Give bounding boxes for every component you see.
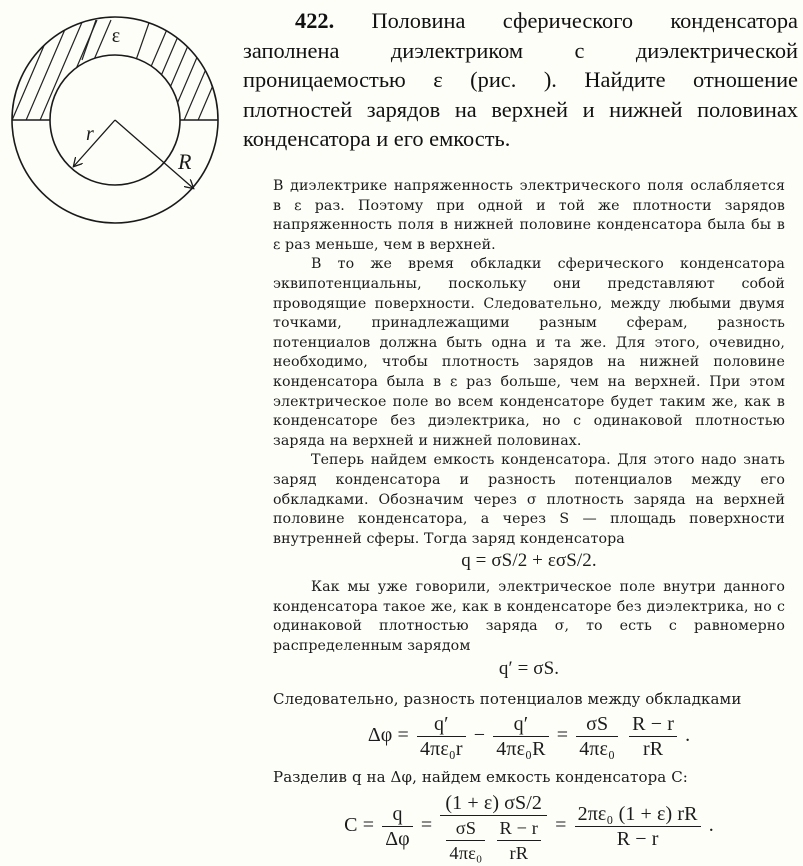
eq4-fraction-3: $\frac{\text{2πε₀ (1 + ε) rR}}{R - r}$ (575, 803, 701, 850)
solution-paragraph-2: В то же время обкладки сферического конденсатора эквипотенциальны, поскольку они представляют собой проводящие поверхности. Следовательно, между любыми двумя точками, принадлежащими разным сферам, разность потенциалов должна быть одна и та же. Для этого, очевидно, необходимо, чтобы плотность зарядов на нижней половине конденсатора была в ε раз больше, чем на верхней. При этом электрическое поле во всем конденсаторе будет таким же, как в конденсаторе без диэлектрика, но с одинаковой плотностью заряда на верхней и нижней половинах. (273, 256, 785, 449)
solution-paragraph-5: Следовательно, разность потенциалов между обкладками (273, 689, 742, 708)
outer-radius-label: R (178, 149, 192, 174)
equation-capacitance: C = $\frac{q}{\Delta\varphi}$ = (1 + ε) σS/2 $\frac{\sigma S}{\text{4πε₀}}$ $\frac{R - r}{rR}$ = $\frac{\text{2πε₀ (1 + ε) rR}}{R - r}$ . (344, 791, 714, 863)
equation-charge: q = σS/2 + εσS/2. (461, 550, 597, 572)
solution-paragraph-1: В диэлектрике напряженность электрического поля ослабляется в ε раз. Поэтому при одной и той же плотности зарядов напряженность поля в нижней половине конденсатора была бы в ε раз меньше, чем в верхней. (273, 178, 785, 253)
eq3-fraction-4: $\frac{R - r}{rR}$ (629, 713, 677, 760)
solution-paragraph-4: Как мы уже говорили, электрическое поле внутри данного конденсатора такое же, как в конденсаторе без диэлектрика, но с одинаковой плотностью заряда σ, то есть с равномерно распределенным зарядом (273, 579, 785, 655)
solution (273, 177, 785, 866)
eq3-lhs: Δφ = (367, 724, 409, 747)
solution-paragraph-6: Разделив q на Δφ, найдем емкость конденсатора C: (273, 768, 688, 787)
capacitor-figure (0, 0, 230, 230)
eq3-fraction-2: $\frac{q'}{\text{4πε₀R}}$ (493, 713, 548, 760)
problem-number: 422. (295, 8, 335, 33)
inner-radius-label: r (86, 123, 94, 145)
capacitor-diagram-svg (0, 0, 230, 230)
eq3-fraction-3: $\frac{\sigma S}{\text{4πε₀}}$ (576, 713, 618, 760)
problem-statement (243, 6, 798, 154)
epsilon-label: ε (111, 25, 121, 47)
problem-text: Половина сферического конденсатора заполнена диэлектриком с диэлектрической проницаемостью ε (рис. ). Найдите отношение плотностей зарядов на верхней и нижней половинах конденсатора и его емкость. (243, 8, 798, 151)
equation-potential-difference: Δφ = $\frac{q'}{\text{4πε₀r}}$ − $\frac{q'}{\text{4πε₀R}}$ = $\frac{\sigma S}{\text{4πε₀}}$ $\frac{R - r}{rR}$ . (367, 713, 691, 761)
equation-charge-prime: q′ = σS. (498, 657, 560, 679)
eq3-fraction-1: $\frac{q'}{\text{4πε₀r}}$ (417, 713, 466, 760)
solution-paragraph-3: Теперь найдем емкость конденсатора. Для этого надо знать заряд конденсатора и разность потенциалов между его обкладками. Обозначим через σ плотность заряда на верхней половине конденсатора, а через S — площадь поверхности внутренней сферы. Тогда заряд конденсатора (273, 452, 785, 547)
eq4-fraction-2: (1 + ε) σS/2 $\frac{\sigma S}{\text{4πε₀}}$ $\frac{R - r}{rR}$ (440, 792, 547, 864)
eq4-fraction-1: $\frac{q}{\Delta\varphi}$ (382, 803, 413, 850)
